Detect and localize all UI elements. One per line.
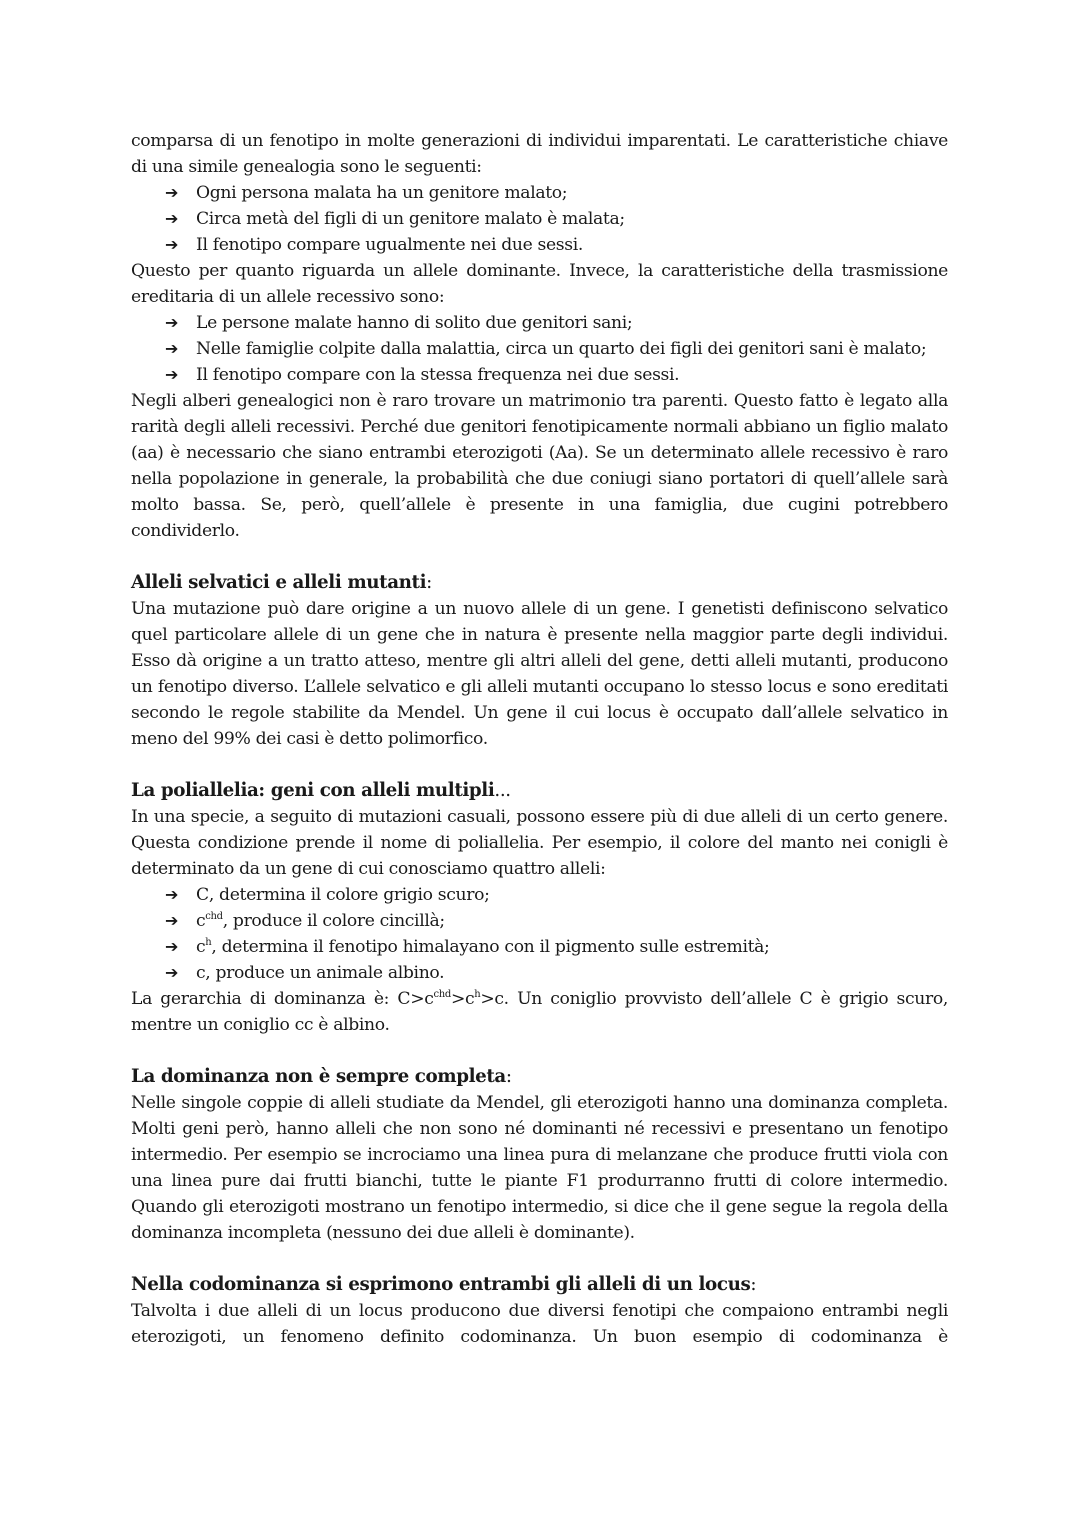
list-item: ➔ C, determina il colore grigio scuro; — [165, 882, 948, 908]
recessive-traits-list — [131, 310, 948, 388]
spacer — [131, 752, 948, 778]
arrow-bullet-icon: ➔ — [165, 885, 179, 904]
list-item: ➔ $c^{chd}$, produce il colore cincillà; — [165, 908, 948, 934]
incomplete-dominance-paragraph: Nelle singole coppie di alleli studiate da Mendel, gli eterozigoti hanno una dominanza completa. Molti geni però, hanno alleli che non sono né dominanti né recessivi e presentano un fenotipo intermedio. Per esempio se incrociamo una linea pura di melanzane che produce frutti viola con una linea pure dai frutti bianchi, tutte le piante F1 produrranno frutti di colore intermedio. Quando gli eterozigoti mostrano un fenotipo intermedio, si dice che il gene segue la regola della dominanza incompleta (nessuno dei due alleli è dominante). — [131, 1093, 948, 1243]
list-item: ➔ Nelle famiglie colpite dalla malattia, circa un quarto dei figli dei genitori sani è malato; — [165, 336, 948, 362]
list-item: ➔ Il fenotipo compare ugualmente nei due sessi. — [165, 232, 948, 258]
dominant-traits-list — [131, 180, 948, 258]
polyallelia-paragraph: In una specie, a seguito di mutazioni casuali, possono essere più di due alleli di un certo genere. Questa condizione prende il nome di poliallelia. Per esempio, il colore del manto nei conigli è determinato da un gene di cui conosciamo quattro alleli: — [131, 807, 948, 879]
list-item: ➔ Il fenotipo compare con la stessa frequenza nei due sessi. — [165, 362, 948, 388]
arrow-bullet-icon: ➔ — [165, 365, 179, 384]
arrow-bullet-icon: ➔ — [165, 235, 179, 254]
arrow-bullet-icon: ➔ — [165, 339, 179, 358]
list-item: ➔ Circa metà del figli di un genitore malato è malata; — [165, 206, 948, 232]
list-item: ➔ $c^h$, determina il fenotipo himalayano con il pigmento sulle estremità; — [165, 934, 948, 960]
arrow-bullet-icon: ➔ — [165, 937, 179, 956]
list-item: ➔ c, produce un animale albino. — [165, 960, 948, 986]
recessive-intro-paragraph: Questo per quanto riguarda un allele dominante. Invece, la caratteristiche della trasmissione ereditaria di un allele recessivo sono: — [131, 261, 948, 307]
list-item: ➔ Le persone malate hanno di solito due genitori sani; — [165, 310, 948, 336]
rabbit-alleles-list — [131, 882, 948, 986]
wild-alleles-paragraph: Una mutazione può dare origine a un nuovo allele di un gene. I genetisti definiscono selvatico quel particolare allele di un gene che in natura è presente nella maggior parte degli individui. Esso dà origine a un tratto atteso, mentre gli altri alleli del gene, detti alleli mutanti, producono un fenotipo diverso. L’allele selvatico e gli alleli mutanti occupano lo stesso locus e sono ereditati secondo le regole stabilite da Mendel. Un gene il cui locus è occupato dall’allele selvatico in meno del 99% dei casi è detto polimorfico. — [131, 599, 948, 749]
list-item: ➔ Ogni persona malata ha un genitore malato; — [165, 180, 948, 206]
arrow-bullet-icon: ➔ — [165, 209, 179, 228]
arrow-bullet-icon: ➔ — [165, 963, 179, 982]
spacer — [131, 1246, 948, 1272]
section-heading-polyallelia: La poliallelia: geni con alleli multipli... — [131, 780, 511, 801]
dominance-hierarchy-paragraph: La gerarchia di dominanza è: $C>c^{chd}>c^h>c$. Un coniglio provvisto dell’allele C è grigio scuro, mentre un coniglio cc è albino. — [131, 989, 949, 1035]
section-heading-incomplete-dominance: La dominanza non è sempre completa: — [131, 1066, 512, 1087]
arrow-bullet-icon: ➔ — [165, 183, 179, 202]
arrow-bullet-icon: ➔ — [165, 313, 179, 332]
arrow-bullet-icon: ➔ — [165, 911, 179, 930]
document-page — [131, 128, 948, 1350]
spacer — [131, 544, 948, 570]
codominance-paragraph: Talvolta i due alleli di un locus producono due diversi fenotipi che compaiono entrambi negli eterozigoti, un fenomeno definito codominanza. Un buon esempio di codominanza è — [131, 1301, 948, 1347]
consanguinity-paragraph: Negli alberi genealogici non è raro trovare un matrimonio tra parenti. Questo fatto è legato alla rarità degli alleli recessivi. Perché due genitori fenotipicamente normali abbiano un figlio malato (aa) è necessario che siano entrambi eterozigoti (Aa). Se un determinato allele recessivo è raro nella popolazione in generale, la probabilità che due coniugi siano portatori di quell’allele sarà molto bassa. Se, però, quell’allele è presente in una famiglia, due cugini potrebbero condividerlo. — [131, 391, 948, 541]
spacer — [131, 1038, 948, 1064]
section-heading-codominance: Nella codominanza si esprimono entrambi gli alleli di un locus: — [131, 1274, 757, 1295]
section-heading-wild-alleles: Alleli selvatici e alleli mutanti: — [131, 572, 432, 593]
intro-paragraph: comparsa di un fenotipo in molte generazioni di individui imparentati. Le caratteristiche chiave di una simile genealogia sono le seguenti: — [131, 131, 948, 177]
